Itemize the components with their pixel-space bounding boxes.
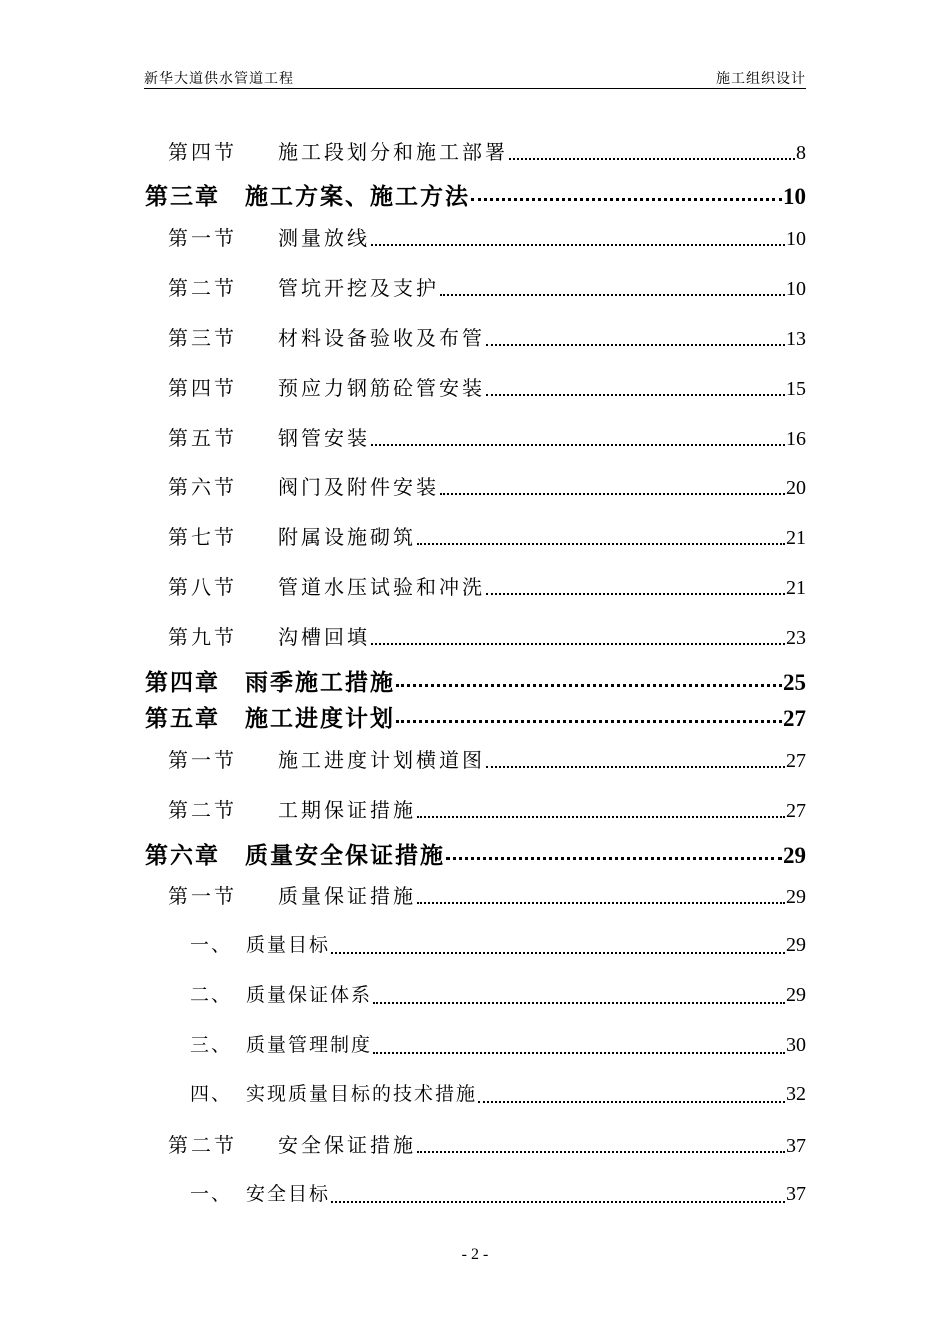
toc-entry-section[interactable]	[168, 880, 806, 910]
toc-entry-number: 第二节	[168, 276, 237, 300]
toc-entry-section[interactable]	[168, 222, 806, 252]
toc-dot-leader	[440, 272, 785, 296]
toc-entry-sub[interactable]	[190, 930, 806, 960]
toc-entry-chapter[interactable]	[145, 700, 806, 730]
toc-entry-page: 37	[786, 1183, 806, 1205]
header-project-name: 新华大道供水管道工程	[144, 71, 294, 87]
toc-dot-leader	[371, 422, 785, 446]
toc-dot-leader	[417, 521, 785, 545]
toc-entry-number: 第一节	[168, 884, 237, 908]
toc-entry-title: 施工段划分和施工部署	[278, 140, 508, 164]
toc-entry-number: 第五章	[145, 705, 220, 732]
toc-entry-page: 23	[786, 627, 806, 649]
toc-entry-number: 第二节	[168, 798, 237, 822]
toc-entry-section[interactable]	[168, 471, 806, 501]
toc-entry-number: 二、	[190, 984, 233, 1006]
toc-entry-section[interactable]	[168, 521, 806, 551]
toc-dot-leader	[331, 1179, 785, 1203]
toc-entry-page: 37	[786, 1135, 806, 1157]
toc-entry-number: 第四章	[145, 669, 220, 696]
toc-dot-leader	[417, 880, 785, 904]
toc-entry-title: 雨季施工措施	[245, 669, 395, 696]
toc-entry-number: 一、	[190, 934, 233, 956]
toc-entry-page: 16	[786, 428, 806, 450]
toc-entry-number: 第六节	[168, 475, 237, 499]
toc-entry-section[interactable]	[168, 621, 806, 651]
toc-entry-title: 施工进度计划横道图	[278, 748, 485, 772]
toc-entry-section[interactable]	[168, 1129, 806, 1159]
toc-entry-number: 第六章	[145, 842, 220, 869]
toc-dot-leader	[486, 744, 785, 768]
toc-entry-page: 29	[786, 886, 806, 908]
toc-entry-chapter[interactable]	[145, 837, 806, 867]
toc-entry-title: 阀门及附件安装	[278, 475, 439, 499]
toc-entry-section[interactable]	[168, 136, 806, 166]
toc-entry-number: 第七节	[168, 525, 237, 549]
toc-entry-number: 第二节	[168, 1133, 237, 1157]
toc-entry-number: 第一节	[168, 226, 237, 250]
toc-dot-leader	[486, 571, 785, 595]
toc-entry-title: 质量保证措施	[278, 884, 416, 908]
toc-entry-page: 10	[786, 278, 806, 300]
toc-entry-section[interactable]	[168, 422, 806, 452]
toc-entry-page: 15	[786, 378, 806, 400]
toc-entry-title: 质量保证体系	[246, 984, 373, 1006]
toc-entry-page: 29	[783, 843, 806, 868]
toc-entry-chapter[interactable]	[145, 664, 806, 694]
toc-entry-sub[interactable]	[190, 1030, 806, 1060]
toc-dot-leader	[486, 322, 785, 346]
toc-dot-leader	[373, 1030, 785, 1054]
toc-entry-title: 测量放线	[278, 226, 370, 250]
toc-dot-leader	[509, 136, 795, 160]
toc-entry-page: 10	[786, 228, 806, 250]
toc-entry-page: 13	[786, 328, 806, 350]
toc-dot-leader	[373, 980, 785, 1004]
toc-entry-title: 预应力钢筋砼管安装	[278, 376, 485, 400]
toc-entry-title: 实现质量目标的技术措施	[246, 1083, 478, 1105]
toc-dot-leader	[471, 178, 782, 201]
toc-entry-section[interactable]	[168, 794, 806, 824]
toc-entry-sub[interactable]	[190, 1079, 806, 1109]
toc-entry-number: 第三节	[168, 326, 237, 350]
toc-entry-number: 四、	[190, 1083, 233, 1105]
toc-entry-sub[interactable]	[190, 980, 806, 1010]
toc-entry-title: 质量目标	[246, 934, 331, 956]
toc-entry-section[interactable]	[168, 744, 806, 774]
toc-entry-number: 第三章	[145, 183, 220, 210]
toc-entry-title: 施工方案、施工方法	[245, 183, 470, 210]
toc-entry-title: 材料设备验收及布管	[278, 326, 485, 350]
toc-entry-title: 安全目标	[246, 1183, 331, 1205]
toc-entry-page: 20	[786, 477, 806, 499]
page-number: - 2 -	[461, 1246, 489, 1263]
toc-entry-page: 32	[786, 1083, 806, 1105]
toc-entry-page: 21	[786, 577, 806, 599]
toc-entry-number: 第八节	[168, 575, 237, 599]
toc-entry-number: 第四节	[168, 140, 237, 164]
toc-entry-title: 工期保证措施	[278, 798, 416, 822]
toc-dot-leader	[446, 837, 782, 860]
toc-entry-title: 管道水压试验和冲洗	[278, 575, 485, 599]
toc-dot-leader	[371, 222, 785, 246]
toc-entry-page: 10	[783, 184, 806, 209]
toc-entry-page: 21	[786, 527, 806, 549]
toc-entry-page: 27	[783, 706, 806, 731]
toc-entry-title: 质量安全保证措施	[245, 842, 445, 869]
toc-entry-page: 27	[786, 750, 806, 772]
toc-entry-section[interactable]	[168, 571, 806, 601]
toc-entry-number: 第五节	[168, 426, 237, 450]
toc-dot-leader	[331, 930, 785, 954]
toc-dot-leader	[371, 621, 785, 645]
toc-entry-title: 管坑开挖及支护	[278, 276, 439, 300]
toc-entry-number: 三、	[190, 1034, 233, 1056]
toc-entry-title: 质量管理制度	[246, 1034, 373, 1056]
toc-entry-page: 29	[786, 984, 806, 1006]
toc-entry-page: 30	[786, 1034, 806, 1056]
toc-entry-section[interactable]	[168, 322, 806, 352]
toc-dot-leader	[478, 1079, 785, 1103]
toc-entry-number: 一、	[190, 1183, 233, 1205]
toc-entry-page: 27	[786, 800, 806, 822]
toc-entry-title: 施工进度计划	[245, 705, 395, 732]
toc-entry-page: 25	[783, 670, 806, 695]
toc-entry-number: 第九节	[168, 625, 237, 649]
toc-entry-page: 29	[786, 934, 806, 956]
toc-dot-leader	[486, 372, 785, 396]
toc-entry-section[interactable]	[168, 272, 806, 302]
toc-dot-leader	[396, 664, 782, 687]
header-document-type: 施工组织设计	[716, 71, 806, 87]
toc-entry-page: 8	[796, 142, 806, 164]
toc-entry-number: 第四节	[168, 376, 237, 400]
toc-dot-leader	[440, 471, 785, 495]
toc-entry-number: 第一节	[168, 748, 237, 772]
toc-entry-title: 附属设施砌筑	[278, 525, 416, 549]
toc-entry-title: 安全保证措施	[278, 1133, 416, 1157]
toc-entry-title: 钢管安装	[278, 426, 370, 450]
toc-dot-leader	[417, 794, 785, 818]
toc-entry-title: 沟槽回填	[278, 625, 370, 649]
toc-entry-chapter[interactable]	[145, 178, 806, 208]
toc-entry-sub[interactable]	[190, 1179, 806, 1209]
toc-dot-leader	[396, 700, 782, 723]
toc-dot-leader	[417, 1129, 785, 1153]
toc-entry-section[interactable]	[168, 372, 806, 402]
